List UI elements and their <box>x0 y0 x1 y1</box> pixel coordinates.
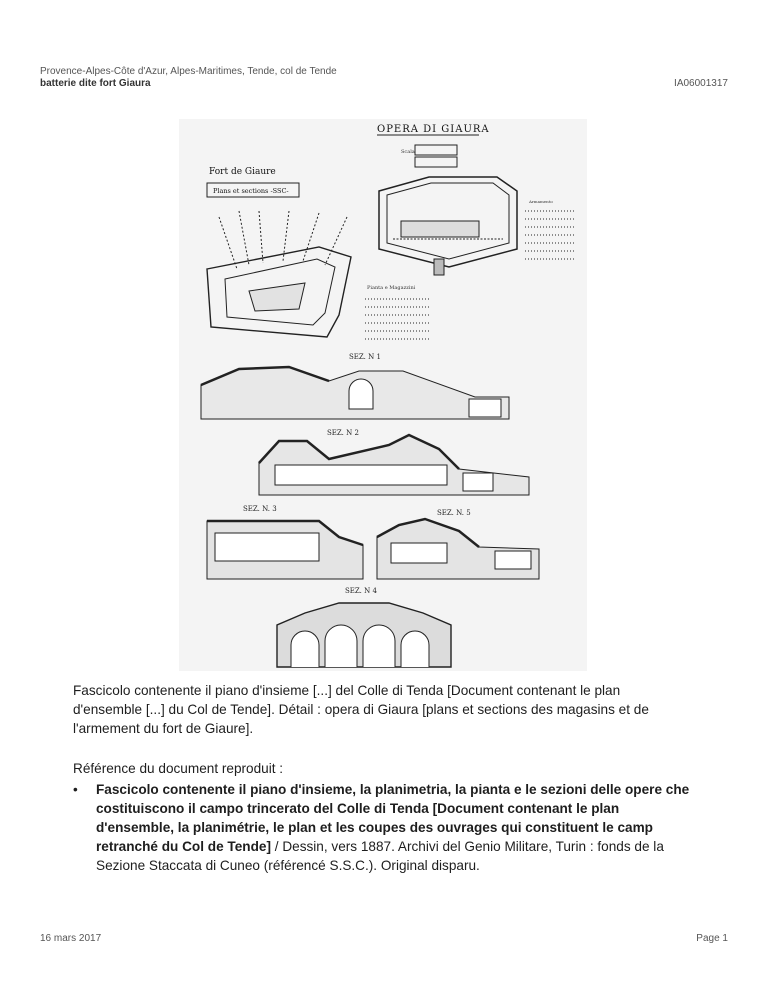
reference-details: / Dessin, vers 1887. Archivi del Genio Militare, Turin : fonds de la Sezione Staccata di Cuneo (référencé S.S.C.). Original disparu. <box>96 839 664 873</box>
plan-illustration <box>179 119 587 671</box>
section-label-5: SEZ. N. 5 <box>437 509 471 517</box>
fort-label: Fort de Giaure <box>209 167 276 177</box>
page-header <box>40 66 337 90</box>
footer-date: 16 mars 2017 <box>40 933 102 944</box>
section-label-2: SEZ. N 2 <box>327 429 359 437</box>
location-line: Provence-Alpes-Côte d'Azur, Alpes-Maritimes, Tende, col de Tende <box>40 66 337 77</box>
reference-id: IA06001317 <box>674 78 728 89</box>
plate-title: OPERA DI GIAURA <box>377 124 490 135</box>
section-label-3: SEZ. N. 3 <box>243 505 277 513</box>
reference-text <box>96 780 693 875</box>
reference-item <box>73 780 693 875</box>
svg-text:Scala: Scala <box>401 149 415 155</box>
svg-text:Armamento: Armamento <box>529 199 553 204</box>
reference-heading: Référence du document reproduit : <box>73 761 284 776</box>
section-label-4: SEZ. N 4 <box>345 587 377 595</box>
image-caption: Fascicolo contenente il piano d'insieme [...] del Colle di Tenda [Document contenant le plan d'ensemble [...] du Col de Tende]. Détail : opera di Giaura [plans et sections des magasins et de l'armement du fort de Giaure]. <box>73 683 649 736</box>
section-label-1: SEZ. N 1 <box>349 353 381 361</box>
plan-label: Plans et sections -SSC- <box>213 187 289 195</box>
footer-page-number: Page 1 <box>696 933 728 944</box>
subject-line: batterie dite fort Giaura <box>40 78 151 89</box>
bullet-icon: • <box>73 782 78 797</box>
magazines-label: Pianta e Magazzini <box>367 285 416 291</box>
reference-title: Fascicolo contenente il piano d'insieme, la planimetria, la pianta e le sezioni delle opere che costituiscono il campo trincerato del Colle di Tenda [Document contenant le plan d'ensemble, la planimétrie, le plan et les coupes des ouvrages qui constituent le camp retranché du Col de Tende] <box>96 782 690 854</box>
